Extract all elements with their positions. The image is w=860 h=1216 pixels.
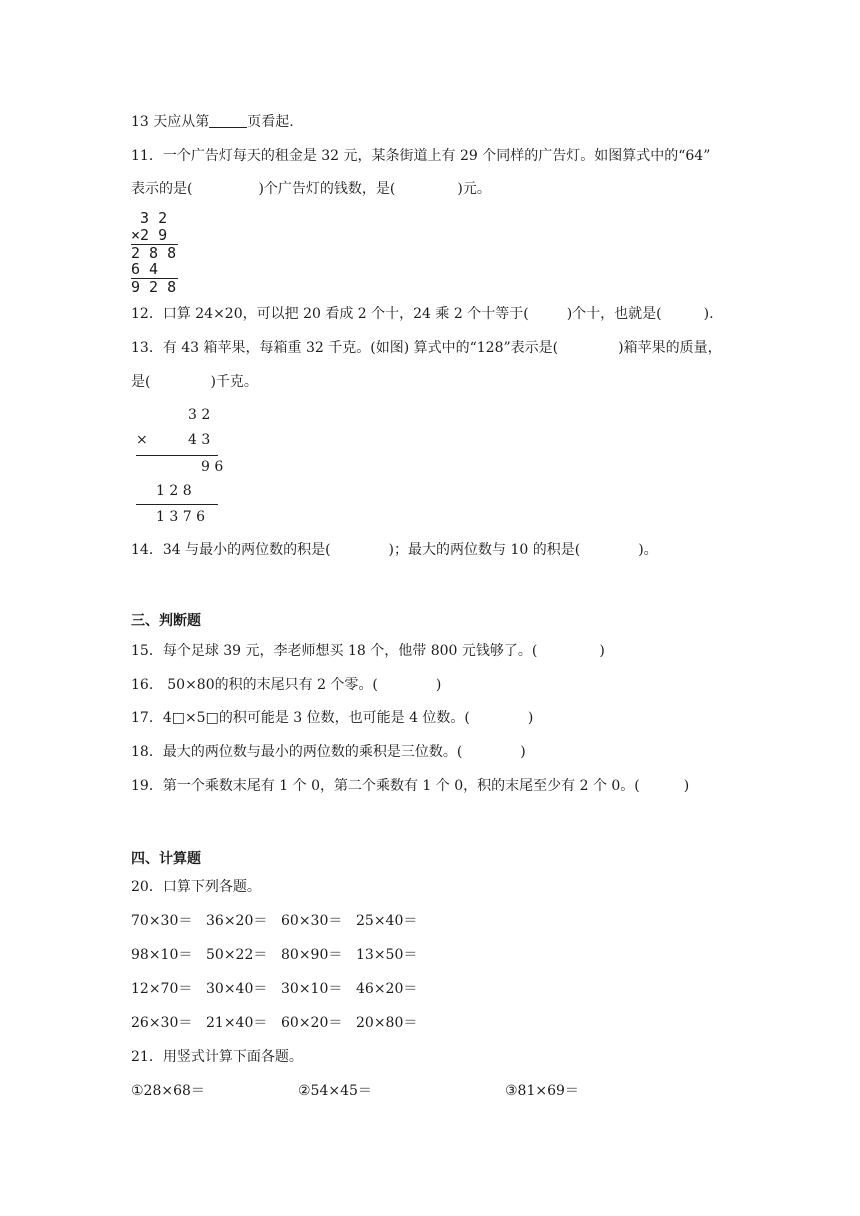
q18-text: 18．最大的两位数与最小的两位数的乘积是三位数。( bbox=[131, 744, 463, 760]
q20-item: 98×10＝ bbox=[131, 947, 193, 963]
q19 bbox=[131, 776, 689, 796]
q10-tail-text-pre: 13 天应从第 bbox=[131, 114, 210, 130]
q20-item: 30×10＝ bbox=[281, 981, 343, 997]
q12-text-b: )个十，也就是( bbox=[566, 306, 662, 322]
q14-text-a: 14．34 与最小的两位数的积是( bbox=[131, 542, 331, 558]
q13-text-c: 是( bbox=[131, 374, 151, 390]
q20-item: 26×30＝ bbox=[131, 1015, 193, 1031]
q20-item: 60×30＝ bbox=[281, 913, 343, 929]
q21-title: 21．用竖式计算下面各题。 bbox=[131, 1049, 303, 1065]
q20-title: 20．口算下列各题。 bbox=[131, 879, 261, 895]
section-4-heading: 四、计算题 bbox=[131, 851, 201, 867]
q11-text-a: 表示的是( bbox=[131, 181, 193, 197]
q11-line2 bbox=[131, 179, 491, 199]
q14 bbox=[131, 540, 658, 560]
q11-calc-row3: 2 8 8 bbox=[131, 244, 177, 262]
q13-calc-rule2 bbox=[136, 504, 218, 505]
q13-calc-row5: 1 3 7 6 bbox=[156, 509, 205, 525]
q19-close: ) bbox=[683, 778, 690, 794]
q16-close: ) bbox=[435, 677, 442, 693]
q13-line2 bbox=[131, 372, 258, 392]
q16-text: 16． 50×80的积的末尾只有 2 个零。( bbox=[131, 677, 378, 693]
q11-text-b: )个广告灯的钱数，是( bbox=[258, 181, 396, 197]
q10-answer-blank[interactable] bbox=[209, 113, 247, 128]
q11-calc-row5: 9 2 8 bbox=[131, 278, 177, 296]
q13-calc-times: × bbox=[136, 432, 148, 448]
q13-calc-row2: 4 3 bbox=[188, 432, 211, 448]
q20-item: 12×70＝ bbox=[131, 981, 193, 997]
q11-line1: 11．一个广告灯每天的租金是 32 元，某条街道上有 29 个同样的广告灯。如图算式中的“64” bbox=[131, 148, 711, 164]
q13-text-d: )千克。 bbox=[210, 374, 258, 390]
q13-calc-row3: 9 6 bbox=[201, 459, 224, 475]
q15-close: ) bbox=[599, 643, 605, 659]
q18-close: ) bbox=[520, 744, 526, 760]
q20-item: 13×50＝ bbox=[356, 947, 418, 963]
q20-item: 20×80＝ bbox=[356, 1015, 418, 1031]
section-3-heading: 三、判断题 bbox=[131, 613, 201, 629]
q20-item: 50×22＝ bbox=[206, 947, 268, 963]
q18 bbox=[131, 742, 526, 762]
q20-item: 36×20＝ bbox=[206, 913, 268, 929]
q12-text-c: ). bbox=[703, 306, 714, 322]
q14-text-c: )。 bbox=[638, 542, 658, 558]
q21-item: ③81×69＝ bbox=[505, 1083, 579, 1099]
q15 bbox=[131, 641, 605, 661]
q20-item: 46×20＝ bbox=[356, 981, 418, 997]
q11-calc-row2: ×2 9 bbox=[131, 226, 168, 244]
q20-item: 70×30＝ bbox=[131, 913, 193, 929]
q12-text-a: 12．口算 24×20，可以把 20 看成 2 个十，24 乘 2 个十等于( bbox=[131, 306, 529, 322]
q10-tail-text-post: 页看起. bbox=[247, 114, 294, 130]
q13-calc-row1: 3 2 bbox=[188, 407, 211, 423]
q14-text-b: )；最大的两位数与 10 的积是( bbox=[388, 542, 581, 558]
q13-text-a: 13．有 43 箱苹果，每箱重 32 千克。(如图) 算式中的“128”表示是( bbox=[131, 340, 559, 356]
q21-item: ①28×68＝ bbox=[131, 1083, 205, 1099]
q20-item: 60×20＝ bbox=[281, 1015, 343, 1031]
q11-calc-row1: 3 2 bbox=[131, 209, 168, 227]
q11-calc-row4: 6 4 bbox=[131, 260, 159, 278]
q21-item: ②54×45＝ bbox=[298, 1083, 372, 1099]
q19-text: 19．第一个乘数末尾有 1 个 0，第二个乘数有 1 个 0，积的末尾至少有 2 个 0。( bbox=[131, 778, 640, 794]
q20-item: 21×40＝ bbox=[206, 1015, 268, 1031]
q20-item: 30×40＝ bbox=[206, 981, 268, 997]
q17-close: ) bbox=[527, 710, 534, 726]
q11-text-c: )元。 bbox=[457, 181, 491, 197]
q13-line1 bbox=[131, 338, 722, 358]
q15-text: 15．每个足球 39 元，李老师想买 18 个，他带 800 元钱够了。( bbox=[131, 643, 538, 659]
q13-calc-rule1 bbox=[136, 455, 218, 456]
q17 bbox=[131, 708, 533, 728]
q13-text-b: )箱苹果的质量， bbox=[618, 340, 722, 356]
q16 bbox=[131, 675, 441, 695]
q20-item: 25×40＝ bbox=[356, 913, 418, 929]
q13-calc-row4: 1 2 8 bbox=[156, 483, 192, 499]
q11-vertical-multiplication bbox=[131, 208, 191, 294]
q10-tail bbox=[131, 112, 294, 132]
q20-item: 80×90＝ bbox=[281, 947, 343, 963]
q17-text: 17．4□×5□的积可能是 3 位数，也可能是 4 位数。( bbox=[131, 710, 470, 726]
q12 bbox=[131, 304, 714, 324]
q13-vertical-multiplication bbox=[131, 405, 231, 530]
